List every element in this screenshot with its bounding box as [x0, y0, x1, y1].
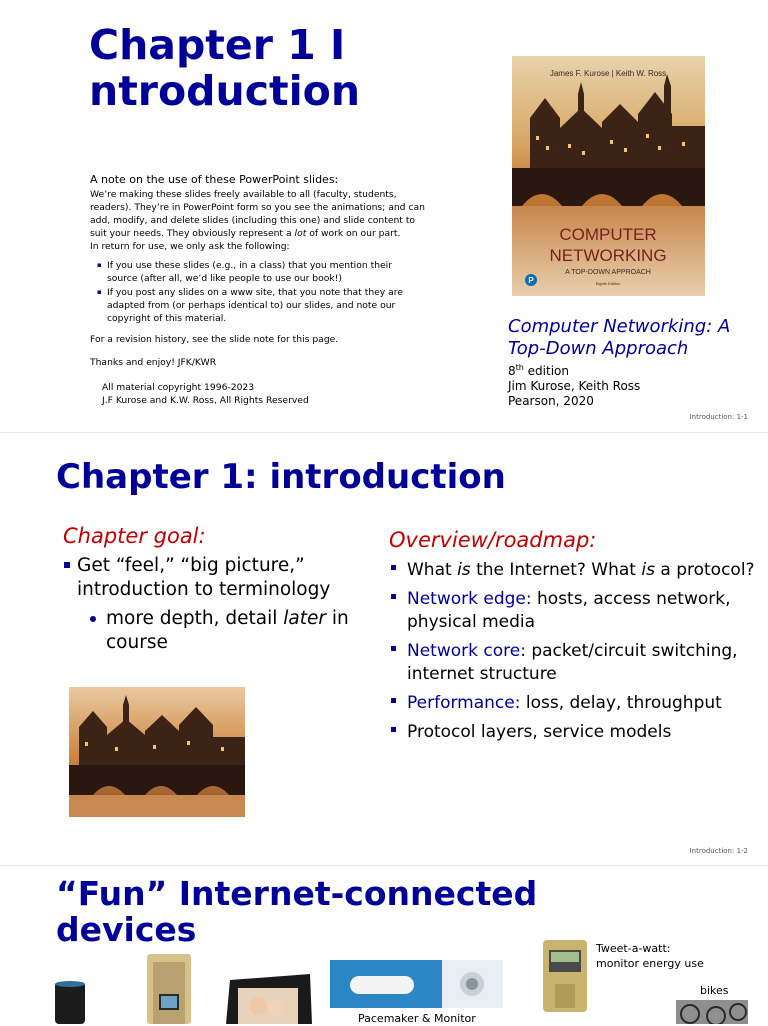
book-edition: 8th edition — [508, 363, 569, 378]
cover-edition: Eighth Edition — [595, 281, 621, 286]
note-bullet: ▪ If you use these slides (e.g., in a class) that you mention their source (after all, we’d like people to use our book!) — [107, 259, 425, 285]
tweet-a-watt-caption: Tweet-a-watt: monitor energy use — [596, 942, 704, 970]
roadmap-heading: Overview/roadmap: — [389, 528, 597, 552]
book-title: Computer Networking: A Top-Down Approach — [508, 316, 731, 359]
slide-title: “Fun” Internet-connected devices — [56, 874, 538, 949]
copyright: All material copyright 1996-2023 J.F Kurose and K.W. Ross, All Rights Reserved — [102, 382, 309, 406]
tweet-a-watt-image — [541, 940, 589, 1012]
goal-item: Get “feel,” “big picture,” introduction to terminology — [63, 554, 363, 602]
book-cover-image — [512, 56, 705, 296]
note-bullet: ▪ If you post any slides on a www site, that you note that they are adapted from (or perhaps identical to) our slides, and note our copyright of this material. — [107, 286, 425, 325]
note-heading: A note on the use of these PowerPoint slides: — [90, 173, 339, 186]
thanks-note: Thanks and enjoy! JFK/KWR — [90, 357, 217, 368]
roadmap-item: Performance: loss, delay, throughput — [389, 692, 759, 715]
roadmap-item: Network core: packet/circuit switching, internet structure — [389, 640, 759, 686]
bikes-image — [676, 1000, 748, 1024]
goal-heading: Chapter goal: — [63, 524, 206, 548]
note-return: In return for use, we only ask the following: — [90, 241, 290, 252]
smart-panel-image — [145, 954, 193, 1024]
usage-note — [90, 172, 425, 407]
svg-text:P: P — [528, 276, 534, 285]
note-bullets — [90, 259, 425, 325]
cover-subtitle: A TOP-DOWN APPROACH — [565, 269, 651, 276]
book-authors: Jim Kurose, Keith Ross — [508, 379, 641, 393]
picture-frame-image — [222, 974, 314, 1024]
paris-bridge-photo — [69, 687, 245, 817]
pacemaker-monitor-image — [330, 960, 503, 1008]
roadmap-item: What is the Internet? What is a protocol? — [389, 559, 759, 582]
roadmap-item: Protocol layers, service models — [389, 721, 759, 744]
cover-title-2: NETWORKING — [549, 246, 667, 265]
roadmap-item: Network edge: hosts, access network, physical media — [389, 588, 759, 634]
roadmap-list — [389, 559, 759, 750]
slide-number: Introduction: 1-1 — [689, 413, 748, 421]
smart-speaker-image — [55, 980, 85, 1024]
slide-1 — [0, 0, 768, 432]
slide-3 — [0, 866, 768, 1024]
bikes-caption: bikes — [700, 984, 729, 997]
slide-title: Chapter 1 Introduction — [89, 21, 361, 115]
goal-list — [63, 554, 363, 655]
slide-2 — [0, 433, 768, 865]
revision-note: For a revision history, see the slide note for this page. — [90, 334, 339, 345]
note-body: We’re making these slides freely available to all (faculty, students, readers). They’re in PowerPoint form so you see the animations; and can add, modify, and delete slides (including this one) and slide content to suit your needs. They obviously represent a lot of work on our part. — [90, 189, 425, 239]
slide-title: Chapter 1: introduction — [56, 457, 506, 497]
slide-number: Introduction: 1-2 — [689, 847, 748, 855]
pacemaker-caption: Pacemaker & Monitor — [358, 1012, 476, 1025]
book-publisher: Pearson, 2020 — [508, 394, 594, 408]
cover-authors: James F. Kurose | Keith W. Ross — [549, 69, 667, 78]
goal-sub-item: more depth, detail later in course — [63, 607, 363, 655]
book-info — [508, 316, 758, 409]
cover-title-1: COMPUTER — [559, 225, 657, 244]
pearson-logo-icon — [525, 274, 537, 286]
